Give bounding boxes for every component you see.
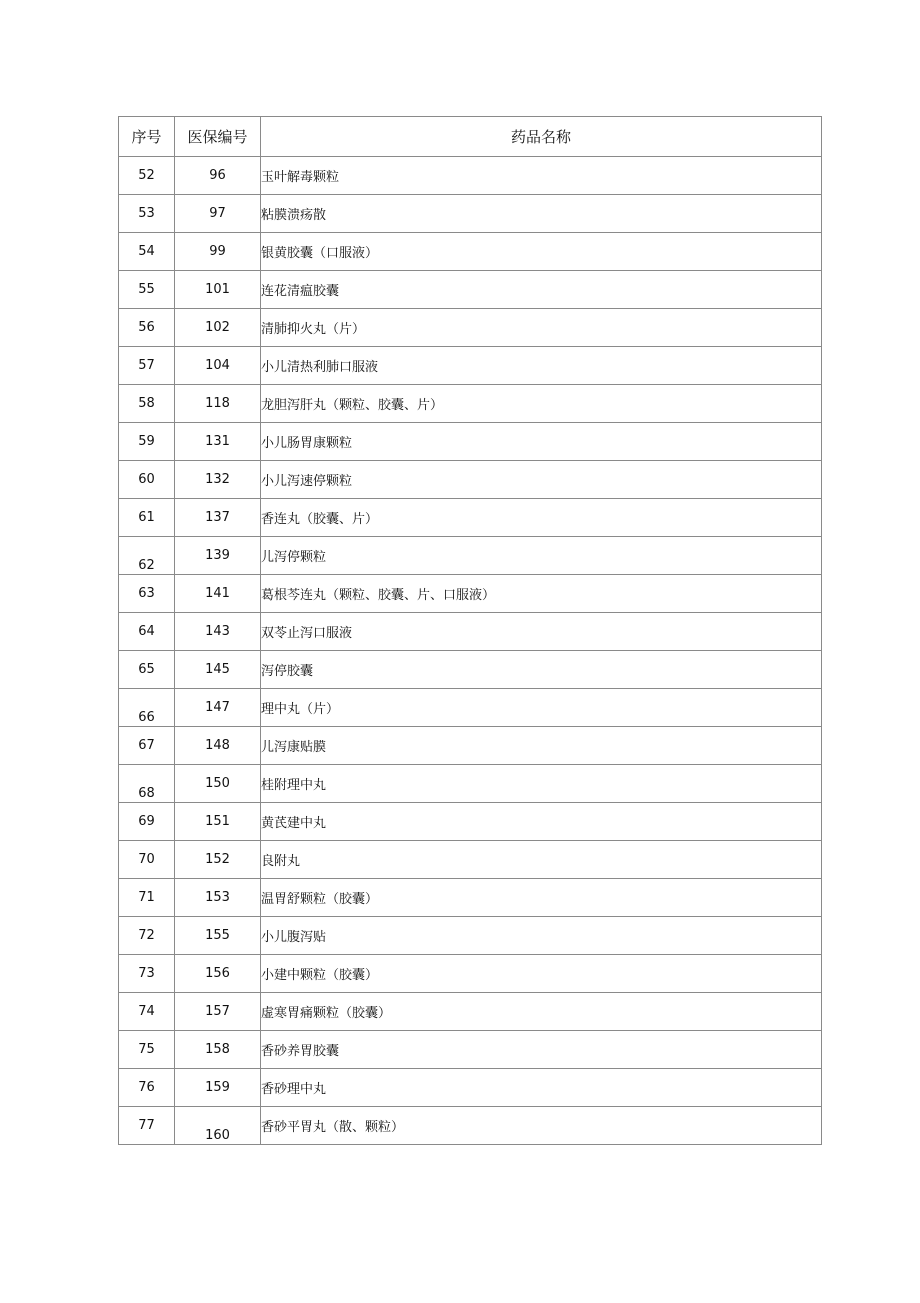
table-row	[119, 157, 822, 195]
header-code: 医保编号	[175, 117, 261, 157]
cell-seq: 61	[119, 499, 175, 537]
cell-code: 101	[175, 271, 261, 309]
cell-drug-name: 小儿清热利肺口服液	[261, 347, 822, 385]
header-row	[119, 117, 822, 157]
cell-code: 143	[175, 613, 261, 651]
table-header	[119, 117, 822, 157]
cell-drug-name: 玉叶解毒颗粒	[261, 157, 822, 195]
table-row	[119, 1107, 822, 1145]
cell-drug-name: 泻停胶囊	[261, 651, 822, 689]
table-row	[119, 917, 822, 955]
table-row	[119, 347, 822, 385]
cell-seq: 57	[119, 347, 175, 385]
cell-seq: 60	[119, 461, 175, 499]
cell-code: 159	[175, 1069, 261, 1107]
cell-drug-name: 良附丸	[261, 841, 822, 879]
cell-code: 156	[175, 955, 261, 993]
header-name: 药品名称	[261, 117, 822, 157]
table-row	[119, 803, 822, 841]
cell-seq: 68	[119, 765, 175, 803]
cell-code: 104	[175, 347, 261, 385]
cell-drug-name: 儿泻康贴膜	[261, 727, 822, 765]
cell-code: 102	[175, 309, 261, 347]
cell-seq: 52	[119, 157, 175, 195]
table-row	[119, 841, 822, 879]
cell-code: 141	[175, 575, 261, 613]
cell-seq: 69	[119, 803, 175, 841]
cell-code: 137	[175, 499, 261, 537]
table-row	[119, 461, 822, 499]
cell-drug-name: 银黄胶囊（口服液）	[261, 233, 822, 271]
table-row	[119, 233, 822, 271]
cell-code: 151	[175, 803, 261, 841]
cell-seq: 74	[119, 993, 175, 1031]
table-row	[119, 689, 822, 727]
cell-drug-name: 粘膜溃疡散	[261, 195, 822, 233]
cell-code: 118	[175, 385, 261, 423]
cell-drug-name: 儿泻停颗粒	[261, 537, 822, 575]
cell-code: 131	[175, 423, 261, 461]
cell-drug-name: 理中丸（片）	[261, 689, 822, 727]
cell-code: 145	[175, 651, 261, 689]
cell-seq: 67	[119, 727, 175, 765]
header-seq: 序号	[119, 117, 175, 157]
cell-drug-name: 葛根芩连丸（颗粒、胶囊、片、口服液）	[261, 575, 822, 613]
cell-code: 99	[175, 233, 261, 271]
cell-seq: 73	[119, 955, 175, 993]
cell-code: 157	[175, 993, 261, 1031]
table-row	[119, 499, 822, 537]
cell-drug-name: 小儿肠胃康颗粒	[261, 423, 822, 461]
cell-drug-name: 龙胆泻肝丸（颗粒、胶囊、片）	[261, 385, 822, 423]
cell-drug-name: 小儿泻速停颗粒	[261, 461, 822, 499]
cell-drug-name: 清肺抑火丸（片）	[261, 309, 822, 347]
cell-code: 152	[175, 841, 261, 879]
table-row	[119, 1031, 822, 1069]
cell-seq: 71	[119, 879, 175, 917]
cell-code: 139	[175, 537, 261, 575]
table-row	[119, 537, 822, 575]
cell-code: 132	[175, 461, 261, 499]
table-body	[119, 157, 822, 1145]
cell-drug-name: 双苓止泻口服液	[261, 613, 822, 651]
drug-list-table	[118, 116, 822, 1145]
cell-drug-name: 香连丸（胶囊、片）	[261, 499, 822, 537]
table-row	[119, 271, 822, 309]
table-row	[119, 765, 822, 803]
cell-seq: 56	[119, 309, 175, 347]
cell-drug-name: 连花清瘟胶囊	[261, 271, 822, 309]
table-row	[119, 651, 822, 689]
cell-drug-name: 桂附理中丸	[261, 765, 822, 803]
cell-code: 153	[175, 879, 261, 917]
cell-seq: 64	[119, 613, 175, 651]
cell-seq: 70	[119, 841, 175, 879]
table-row	[119, 309, 822, 347]
cell-drug-name: 香砂理中丸	[261, 1069, 822, 1107]
cell-seq: 65	[119, 651, 175, 689]
cell-drug-name: 香砂养胃胶囊	[261, 1031, 822, 1069]
cell-seq: 59	[119, 423, 175, 461]
cell-seq: 77	[119, 1107, 175, 1145]
cell-seq: 76	[119, 1069, 175, 1107]
table-row	[119, 423, 822, 461]
table-row	[119, 195, 822, 233]
cell-code: 150	[175, 765, 261, 803]
cell-seq: 55	[119, 271, 175, 309]
table-row	[119, 993, 822, 1031]
cell-seq: 62	[119, 537, 175, 575]
cell-drug-name: 黄芪建中丸	[261, 803, 822, 841]
table-row	[119, 613, 822, 651]
cell-seq: 58	[119, 385, 175, 423]
cell-code: 158	[175, 1031, 261, 1069]
cell-code: 97	[175, 195, 261, 233]
cell-drug-name: 温胃舒颗粒（胶囊）	[261, 879, 822, 917]
cell-seq: 66	[119, 689, 175, 727]
cell-seq: 63	[119, 575, 175, 613]
cell-code: 148	[175, 727, 261, 765]
cell-code: 160	[175, 1107, 261, 1145]
table-row	[119, 955, 822, 993]
cell-seq: 72	[119, 917, 175, 955]
cell-code: 96	[175, 157, 261, 195]
table-row	[119, 879, 822, 917]
table-row	[119, 1069, 822, 1107]
table-row	[119, 727, 822, 765]
cell-drug-name: 小儿腹泻贴	[261, 917, 822, 955]
table-row	[119, 385, 822, 423]
cell-drug-name: 小建中颗粒（胶囊）	[261, 955, 822, 993]
cell-seq: 75	[119, 1031, 175, 1069]
cell-code: 147	[175, 689, 261, 727]
cell-code: 155	[175, 917, 261, 955]
cell-drug-name: 香砂平胃丸（散、颗粒）	[261, 1107, 822, 1145]
table-row	[119, 575, 822, 613]
cell-seq: 53	[119, 195, 175, 233]
cell-seq: 54	[119, 233, 175, 271]
cell-drug-name: 虚寒胃痛颗粒（胶囊）	[261, 993, 822, 1031]
